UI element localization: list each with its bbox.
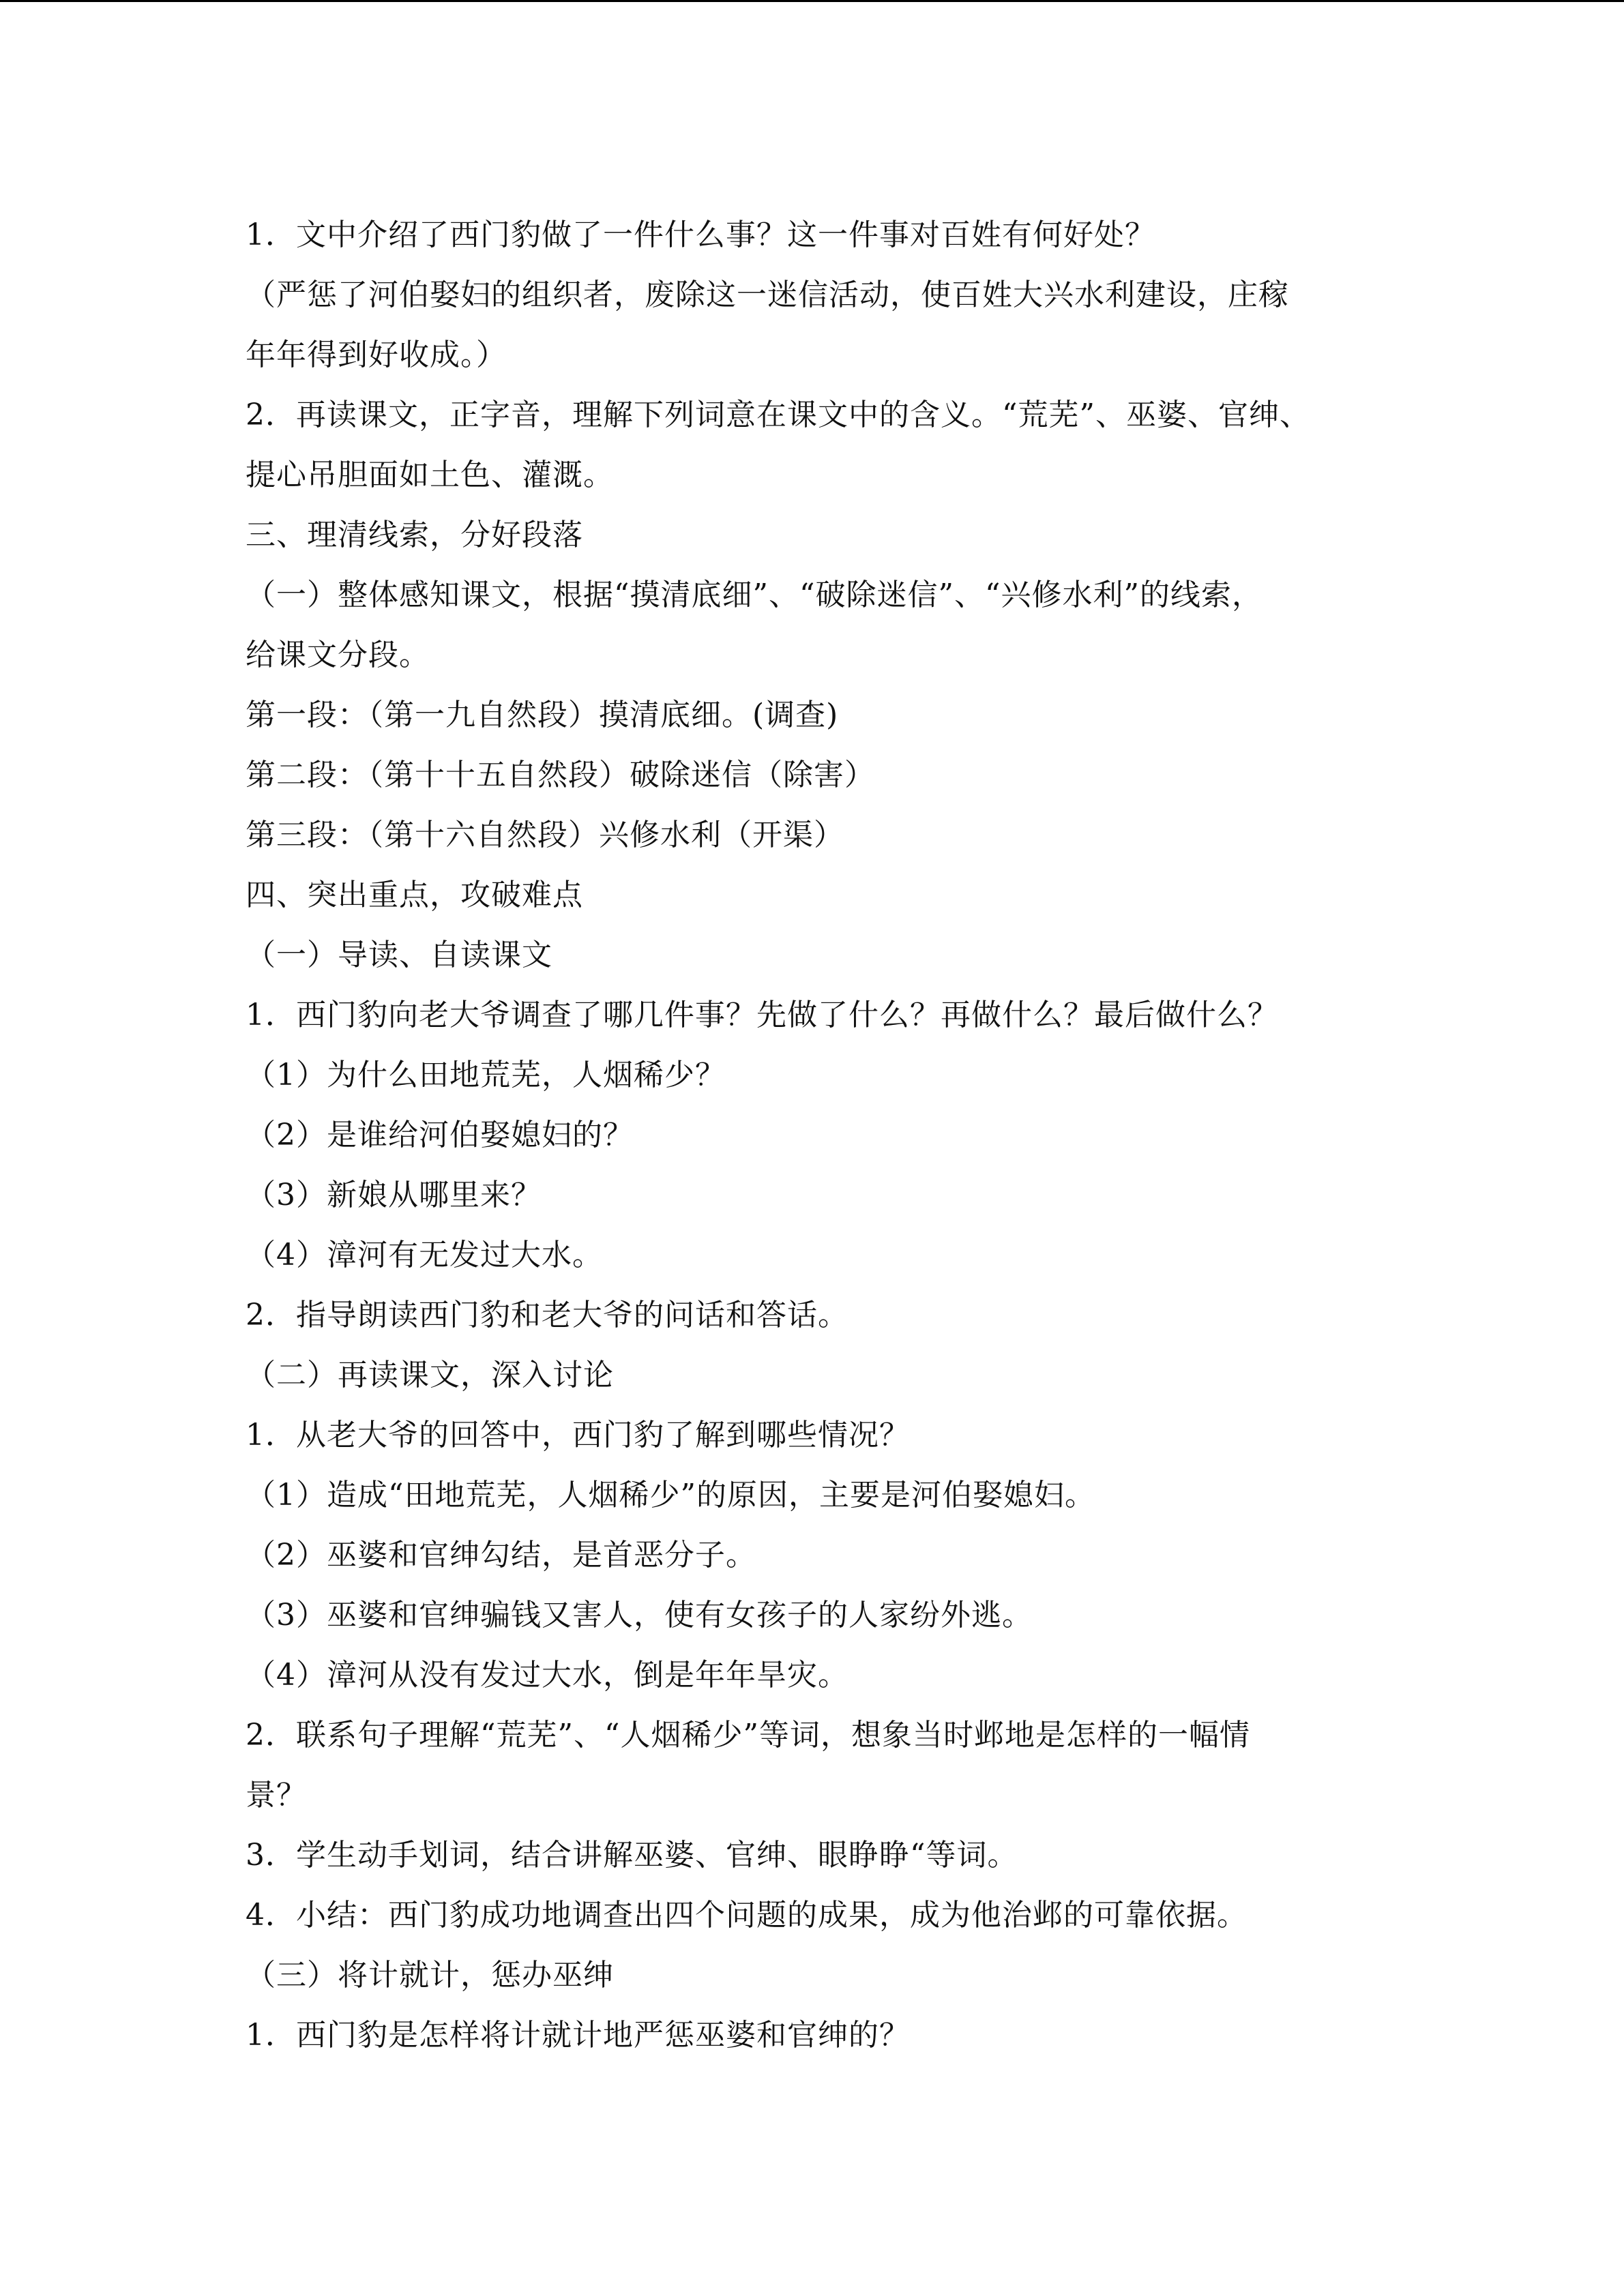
text-line: （3）新娘从哪里来？ bbox=[246, 1178, 542, 1212]
section-heading: 四、突出重点，攻破难点 bbox=[246, 878, 583, 912]
text-line: 提心吊胆面如土色、灌溉。 bbox=[246, 458, 614, 492]
text-line: （4）漳河有无发过大水。 bbox=[246, 1238, 603, 1272]
text-line: （4）漳河从没有发过大水，倒是年年旱灾。 bbox=[246, 1658, 848, 1693]
text-line: 给课文分段。 bbox=[246, 638, 430, 672]
text-line: 2．再读课文，正字音，理解下列词意在课文中的含义。“荒芜”、巫婆、官绅、 bbox=[246, 398, 1310, 432]
text-line: 景？ bbox=[246, 1778, 307, 1813]
text-line: 1．西门豹是怎样将计就计地严惩巫婆和官绅的？ bbox=[246, 2018, 910, 2053]
text-line: 1．西门豹向老大爷调查了哪几件事？先做了什么？再做什么？最后做什么？ bbox=[246, 998, 1278, 1032]
text-line: 2．指导朗读西门豹和老大爷的问话和答话。 bbox=[246, 1298, 848, 1332]
text-line: 1．文中介绍了西门豹做了一件什么事？这一件事对百姓有何好处？ bbox=[246, 218, 1155, 252]
text-line: 2．联系句子理解“荒芜”、“人烟稀少”等词，想象当时邺地是怎样的一幅情 bbox=[246, 1718, 1250, 1753]
subsection-heading: （一）导读、自读课文 bbox=[246, 938, 552, 972]
document-body bbox=[246, 205, 1378, 2066]
text-line: 第二段：（第十十五自然段）破除迷信（除害） bbox=[246, 758, 875, 792]
text-line: （3）巫婆和官绅骗钱又害人，使有女孩子的人家纷外逃。 bbox=[246, 1598, 1033, 1632]
subsection-heading: （三）将计就计，惩办巫绅 bbox=[246, 1958, 614, 1993]
text-line: 第一段：（第一九自然段）摸清底细。(调查) bbox=[246, 698, 839, 732]
text-line: 年年得到好收成。） bbox=[246, 338, 507, 372]
text-line: 第三段：（第十六自然段）兴修水利（开渠） bbox=[246, 818, 844, 852]
text-line: （严惩了河伯娶妇的组织者，废除这一迷信活动，使百姓大兴水利建设，庄稼 bbox=[246, 278, 1289, 312]
text-line: 3．学生动手划词，结合讲解巫婆、官绅、眼睁睁“等词。 bbox=[246, 1838, 1018, 1873]
text-line: （2）巫婆和官绅勾结，是首恶分子。 bbox=[246, 1538, 756, 1572]
text-line: 4．小结：西门豹成功地调查出四个问题的成果，成为他治邺的可靠依据。 bbox=[246, 1898, 1247, 1933]
text-line: （1）为什么田地荒芜，人烟稀少？ bbox=[246, 1058, 726, 1092]
subsection-heading: （二）再读课文，深入讨论 bbox=[246, 1358, 614, 1392]
text-line: （1）造成“田地荒芜，人烟稀少”的原因，主要是河伯娶媳妇。 bbox=[246, 1478, 1095, 1512]
text-line: （一）整体感知课文，根据“摸清底细”、“破除迷信”、“兴修水利”的线索， bbox=[246, 578, 1263, 612]
text-line: （2）是谁给河伯娶媳妇的？ bbox=[246, 1118, 634, 1152]
section-heading: 三、理清线索，分好段落 bbox=[246, 518, 583, 552]
text-line: 1．从老大爷的回答中，西门豹了解到哪些情况？ bbox=[246, 1418, 910, 1452]
